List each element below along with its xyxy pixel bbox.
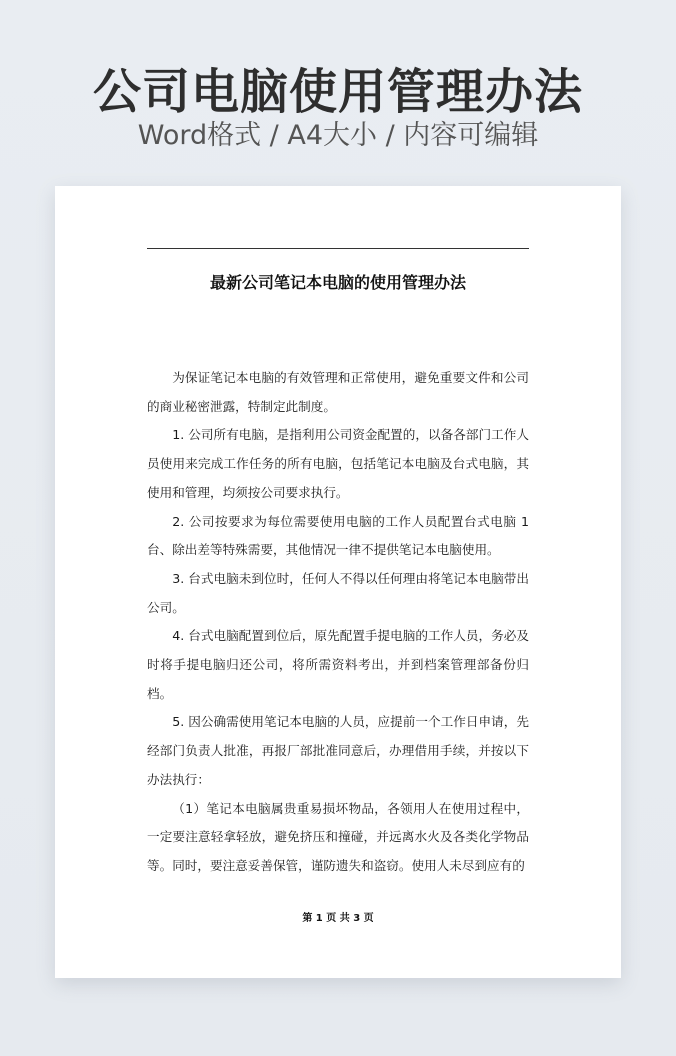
paragraph-item-5: 5. 因公确需使用笔记本电脑的人员，应提前一个工作日申请，先经部门负责人批准，再报厂部批准同意后，办理借用手续，并按以下办法执行：	[147, 714, 529, 787]
document-page	[55, 186, 621, 978]
promo-title: 公司电脑使用管理办法	[92, 64, 583, 120]
paragraph-item-2: 2. 公司按要求为每位需要使用电脑的工作人员配置台式电脑 1 台、除出差等特殊需要，其他情况一律不提供笔记本电脑使用。	[147, 513, 529, 558]
paragraph-item-5-1: （1）笔记本电脑属贵重易损坏物品，各领用人在使用过程中，一定要注意轻拿轻放，避免挤压和撞碰，并远离水火及各类化学物品等。同时，要注意妥善保管，谨防遗失和盗窃。使用人未尽到应有的	[147, 800, 529, 873]
promo-subtitle: Word格式 / A4大小 / 内容可编辑	[137, 120, 539, 151]
page-number: 第 1 页 共 3 页	[302, 913, 374, 924]
document-body	[147, 364, 529, 881]
paragraph-intro: 为保证笔记本电脑的有效管理和正常使用，避免重要文件和公司的商业秘密泄露，特制定此制度。	[147, 370, 529, 414]
document-title: 最新公司笔记本电脑的使用管理办法	[209, 273, 466, 292]
header-rule	[147, 248, 529, 249]
paragraph-item-1: 1. 公司所有电脑，是指利用公司资金配置的，以备各部门工作人员使用来完成工作任务的所有电脑，包括笔记本电脑及台式电脑，其使用和管理，均须按公司要求执行。	[147, 427, 529, 500]
promo-header	[0, 0, 676, 180]
paragraph-item-3: 3. 台式电脑未到位时，任何人不得以任何理由将笔记本电脑带出公司。	[147, 570, 529, 615]
paragraph-item-4: 4. 台式电脑配置到位后，原先配置手提电脑的工作人员，务必及时将手提电脑归还公司，将所需资料考出，并到档案管理部备份归档。	[147, 628, 529, 701]
